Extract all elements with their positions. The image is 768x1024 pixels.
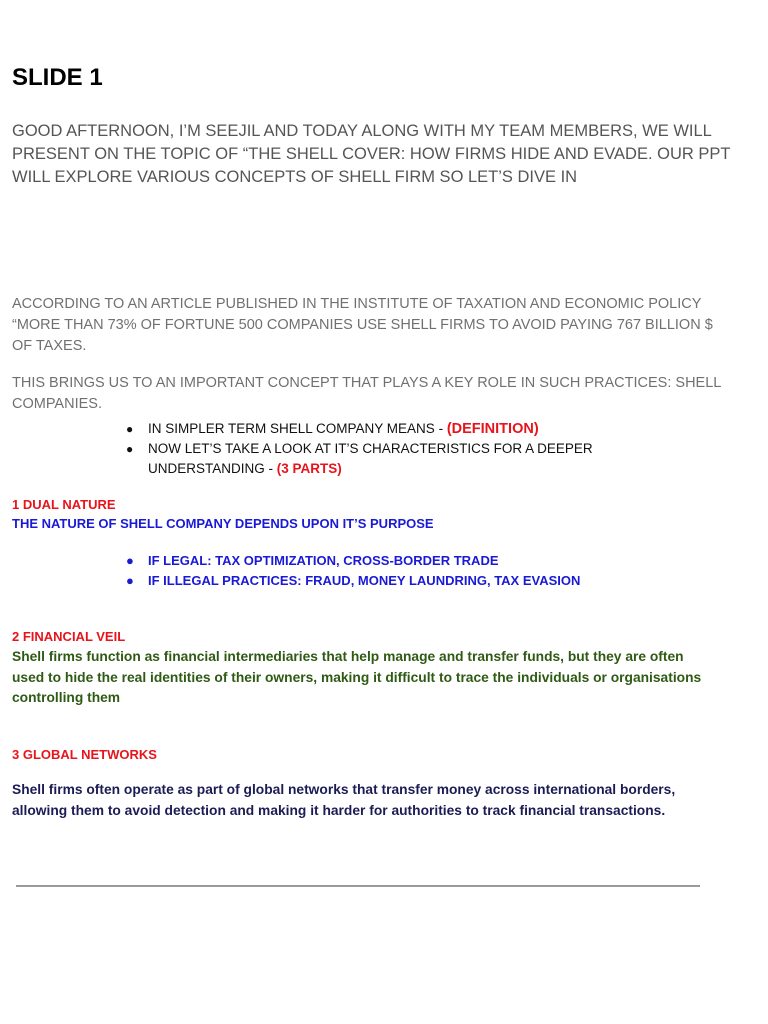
bullet-icon: ● (126, 442, 134, 456)
bullet-text: NOW LET’S TAKE A LOOK AT IT’S CHARACTERISTICS FOR A DEEPER UNDERSTANDING - (148, 441, 593, 476)
list-item (120, 571, 680, 591)
slide-title: SLIDE 1 (12, 64, 103, 91)
bullet-icon: ● (126, 553, 134, 568)
section-heading-global-networks: 3 GLOBAL NETWORKS (12, 747, 157, 762)
bullet-text: IN SIMPLER TERM SHELL COMPANY MEANS - (148, 421, 447, 436)
list-item (120, 551, 680, 571)
list-item (120, 439, 640, 479)
article-paragraph: ACCORDING TO AN ARTICLE PUBLISHED IN THE INSTITUTE OF TAXATION AND ECONOMIC POLICY “MORE THAN 73% OF FORTUNE 500 COMPANIES USE SHELL FIRMS TO AVOID PAYING 767 BILLION $ OF TAXES. (12, 296, 713, 354)
bullet-note: (3 PARTS) (276, 461, 342, 476)
horizontal-divider (16, 885, 700, 887)
intro-paragraph: GOOD AFTERNOON, I’M SEEJIL AND TODAY ALONG WITH MY TEAM MEMBERS, WE WILL PRESENT ON THE TOPIC OF “THE SHELL COVER: HOW FIRMS HIDE AND EVADE. OUR PPT WILL EXPLORE VARIOUS CONCEPTS OF SHELL FIRM SO LET’S DIVE IN (12, 122, 731, 186)
list-item (120, 419, 640, 439)
section-heading-dual-nature: 1 DUAL NATURE (12, 497, 116, 512)
bullet-text: IF LEGAL: TAX OPTIMIZATION, CROSS-BORDER TRADE (148, 553, 499, 568)
bullet-icon: ● (126, 573, 134, 588)
dual-nature-subheading: THE NATURE OF SHELL COMPANY DEPENDS UPON IT’S PURPOSE (12, 516, 434, 531)
bullet-note: (DEFINITION) (446, 421, 539, 437)
definition-bullet-list (120, 419, 640, 479)
section-heading-financial-veil: 2 FINANCIAL VEIL (12, 629, 126, 644)
global-networks-paragraph: Shell firms often operate as part of global networks that transfer money across international borders, allowing them to avoid detection and making it harder for authorities to track financial transactions. (12, 782, 676, 818)
bullet-text: IF ILLEGAL PRACTICES: FRAUD, MONEY LAUNDRING, TAX EVASION (148, 573, 581, 588)
bullet-icon: ● (126, 422, 134, 436)
shell-companies-paragraph: THIS BRINGS US TO AN IMPORTANT CONCEPT THAT PLAYS A KEY ROLE IN SUCH PRACTICES: SHELL COMPANIES. (12, 375, 721, 412)
financial-veil-paragraph: Shell firms function as financial intermediaries that help manage and transfer funds, but they are often used to hide the real identities of their owners, making it difficult to trace the individuals or organisations controlling them (12, 649, 702, 705)
dual-nature-bullet-list (120, 551, 680, 591)
